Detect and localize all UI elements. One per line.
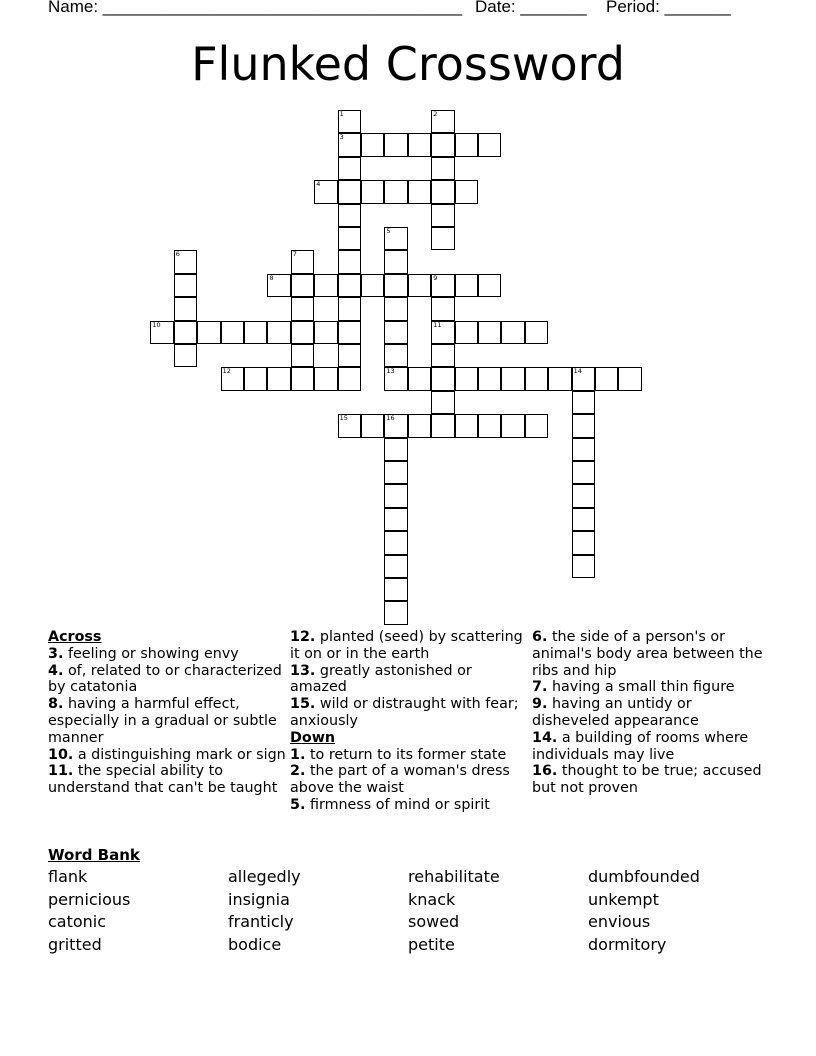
grid-cell[interactable] (361, 180, 384, 203)
grid-cell[interactable] (267, 274, 290, 297)
grid-cell[interactable] (431, 180, 454, 203)
grid-cell[interactable] (501, 414, 524, 437)
clue-number: 10 (152, 320, 161, 329)
grid-cell[interactable] (431, 133, 454, 156)
grid-cell[interactable] (572, 438, 595, 461)
grid-cell[interactable] (267, 367, 290, 390)
grid-cell[interactable] (384, 438, 407, 461)
down-clue-1: 1. to return to its former state (290, 746, 507, 763)
grid-cell[interactable] (338, 204, 361, 227)
clues-column-2 (290, 629, 526, 814)
grid-cell[interactable] (361, 414, 384, 437)
clue-number: 1 (339, 110, 344, 118)
grid-cell[interactable] (572, 461, 595, 484)
clue-number: 7 (292, 250, 297, 259)
grid-cell[interactable] (455, 133, 478, 156)
grid-cell[interactable] (572, 531, 595, 554)
clue-number: 9 (433, 273, 438, 282)
grid-cell[interactable] (338, 110, 361, 133)
grid-cell[interactable] (478, 367, 501, 390)
clue-number: 12 (222, 367, 231, 376)
across-clue-10: 10. a distinguishing mark or sign (48, 746, 286, 763)
word-bank-item: insignia (228, 889, 290, 909)
grid-cell[interactable] (314, 180, 337, 203)
grid-cell[interactable] (431, 297, 454, 320)
word-bank-item: dormitory (588, 934, 667, 954)
grid-cell[interactable] (572, 391, 595, 414)
grid-cell[interactable] (361, 133, 384, 156)
grid-cell[interactable] (221, 367, 244, 390)
clue-number: 13 (386, 367, 395, 376)
clue-number: 3 (339, 133, 344, 142)
word-bank-item: flank (48, 867, 88, 886)
grid-cell[interactable] (291, 297, 314, 320)
grid-cell[interactable] (338, 297, 361, 320)
grid-cell[interactable] (431, 321, 454, 344)
grid-cell[interactable] (572, 414, 595, 437)
grid-cell[interactable] (408, 414, 431, 437)
grid-cell[interactable] (150, 321, 173, 344)
grid-cell[interactable] (384, 321, 407, 344)
grid-cell[interactable] (431, 274, 454, 297)
grid-cell[interactable] (338, 133, 361, 156)
down-clue-6: 6. the side of a person's or animal's body area between the ribs and hip (532, 629, 763, 679)
grid-cell[interactable] (408, 180, 431, 203)
across-clue-13: 13. greatly astonished or amazed (290, 662, 472, 696)
grid-cell[interactable] (174, 344, 197, 367)
grid-cell[interactable] (174, 321, 197, 344)
grid-cell[interactable] (431, 227, 454, 250)
down-heading: Down (290, 729, 336, 746)
date-field[interactable]: Date: _______ (475, 0, 587, 16)
across-heading: Across (48, 629, 102, 645)
grid-cell[interactable] (338, 250, 361, 273)
grid-cell[interactable] (572, 367, 595, 390)
grid-cell[interactable] (384, 461, 407, 484)
clue-number: 14 (573, 367, 582, 376)
down-clue-5: 5. firmness of mind or spirit (290, 796, 490, 813)
grid-cell[interactable] (455, 414, 478, 437)
grid-cell[interactable] (572, 484, 595, 507)
down-clue-2: 2. the part of a woman's dress above the waist (290, 763, 510, 797)
grid-cell[interactable] (338, 344, 361, 367)
grid-cell[interactable] (408, 274, 431, 297)
grid-cell[interactable] (384, 250, 407, 273)
across-clue-3: 3. feeling or showing envy (48, 645, 239, 662)
grid-cell[interactable] (572, 555, 595, 578)
grid-cell[interactable] (314, 367, 337, 390)
grid-cell[interactable] (291, 367, 314, 390)
word-bank-item: unkempt (588, 889, 659, 909)
grid-cell[interactable] (384, 297, 407, 320)
grid-cell[interactable] (384, 414, 407, 437)
grid-cell[interactable] (174, 297, 197, 320)
grid-cell[interactable] (431, 204, 454, 227)
across-clue-12: 12. planted (seed) by scattering it on or in the earth (290, 629, 523, 662)
grid-cell[interactable] (221, 321, 244, 344)
word-bank-item: envious (588, 912, 651, 932)
grid-cell[interactable] (501, 321, 524, 344)
word-bank-item: bodice (228, 934, 282, 954)
word-bank-item: allegedly (228, 867, 301, 886)
grid-cell[interactable] (384, 133, 407, 156)
grid-cell[interactable] (338, 414, 361, 437)
grid-cell[interactable] (408, 367, 431, 390)
grid-cell[interactable] (267, 321, 290, 344)
grid-cell[interactable] (384, 601, 407, 624)
down-clue-9: 9. having an untidy or disheveled appearance (532, 696, 699, 729)
word-bank-item: pernicious (48, 889, 131, 909)
clue-number: 4 (316, 180, 321, 189)
clues-column-1 (48, 629, 288, 797)
grid-cell[interactable] (455, 180, 478, 203)
across-clue-4: 4. of, related to or characterized by catatonia (48, 662, 282, 696)
grid-cell[interactable] (548, 367, 571, 390)
grid-cell[interactable] (291, 321, 314, 344)
clue-number: 11 (433, 320, 442, 329)
grid-cell[interactable] (384, 578, 407, 601)
grid-cell[interactable] (384, 484, 407, 507)
across-clue-8: 8. having a harmful effect, especially in a gradual or subtle manner (48, 696, 277, 746)
grid-cell[interactable] (338, 367, 361, 390)
clue-number: 16 (386, 414, 395, 423)
grid-cell[interactable] (338, 321, 361, 344)
grid-cell[interactable] (431, 391, 454, 414)
grid-cell[interactable] (197, 321, 220, 344)
grid-cell[interactable] (174, 274, 197, 297)
name-field[interactable]: Name: ______________________________________ (48, 0, 463, 16)
grid-cell[interactable] (455, 321, 478, 344)
grid-cell[interactable] (478, 321, 501, 344)
grid-cell[interactable] (478, 133, 501, 156)
grid-cell[interactable] (384, 274, 407, 297)
word-bank-item: catonic (48, 912, 107, 932)
grid-cell[interactable] (244, 321, 267, 344)
grid-cell[interactable] (431, 344, 454, 367)
grid-cell[interactable] (455, 274, 478, 297)
grid-cell[interactable] (174, 250, 197, 273)
grid-cell[interactable] (244, 367, 267, 390)
grid-cell[interactable] (618, 367, 641, 390)
grid-cell[interactable] (338, 227, 361, 250)
grid-cell[interactable] (384, 531, 407, 554)
clue-number: 5 (386, 227, 391, 235)
down-clue-7: 7. having a small thin figure (532, 679, 735, 696)
grid-cell[interactable] (408, 133, 431, 156)
grid-cell[interactable] (338, 157, 361, 180)
across-clue-11: 11. the special ability to understand that can't be taught (48, 763, 278, 797)
grid-cell[interactable] (291, 274, 314, 297)
grid-cell[interactable] (338, 180, 361, 203)
grid-cell[interactable] (525, 321, 548, 344)
word-bank-item: franticly (228, 912, 294, 932)
grid-cell[interactable] (291, 250, 314, 273)
grid-cell[interactable] (525, 367, 548, 390)
clue-number: 2 (433, 110, 438, 118)
grid-cell[interactable] (384, 367, 407, 390)
down-clue-14: 14. a building of rooms where individuals may live (532, 729, 749, 763)
word-bank-heading: Word Bank (48, 846, 140, 864)
clue-number: 15 (339, 414, 348, 423)
grid-cell[interactable] (314, 321, 337, 344)
word-bank-item: rehabilitate (408, 867, 500, 886)
across-clue-15: 15. wild or distraught with fear; anxiously (290, 696, 519, 729)
grid-cell[interactable] (572, 508, 595, 531)
grid-cell[interactable] (431, 367, 454, 390)
grid-cell[interactable] (431, 414, 454, 437)
page-title: Flunked Crossword (191, 37, 625, 91)
grid-cell[interactable] (384, 344, 407, 367)
period-field[interactable]: Period: _______ (606, 0, 731, 16)
word-bank-item: gritted (48, 934, 102, 954)
clues-column-3 (532, 629, 772, 797)
grid-cell[interactable] (384, 555, 407, 578)
grid-cell[interactable] (384, 227, 407, 250)
grid-cell[interactable] (431, 110, 454, 133)
grid-cell[interactable] (478, 274, 501, 297)
word-bank-item: knack (408, 889, 456, 909)
grid-cell[interactable] (384, 508, 407, 531)
word-bank-item: petite (408, 934, 455, 954)
grid-cell[interactable] (291, 344, 314, 367)
grid-cell[interactable] (431, 157, 454, 180)
grid-cell[interactable] (338, 274, 361, 297)
grid-cell[interactable] (314, 274, 337, 297)
grid-cell[interactable] (361, 274, 384, 297)
word-bank-item: dumbfounded (588, 867, 700, 886)
down-clue-16: 16. thought to be true; accused but not proven (532, 763, 762, 797)
grid-cell[interactable] (525, 414, 548, 437)
grid-cell[interactable] (478, 414, 501, 437)
clue-number: 6 (175, 250, 180, 259)
grid-cell[interactable] (595, 367, 618, 390)
grid-cell[interactable] (501, 367, 524, 390)
grid-cell[interactable] (455, 367, 478, 390)
word-bank-item: sowed (408, 912, 460, 932)
clue-number: 8 (269, 273, 274, 282)
grid-cell[interactable] (384, 180, 407, 203)
